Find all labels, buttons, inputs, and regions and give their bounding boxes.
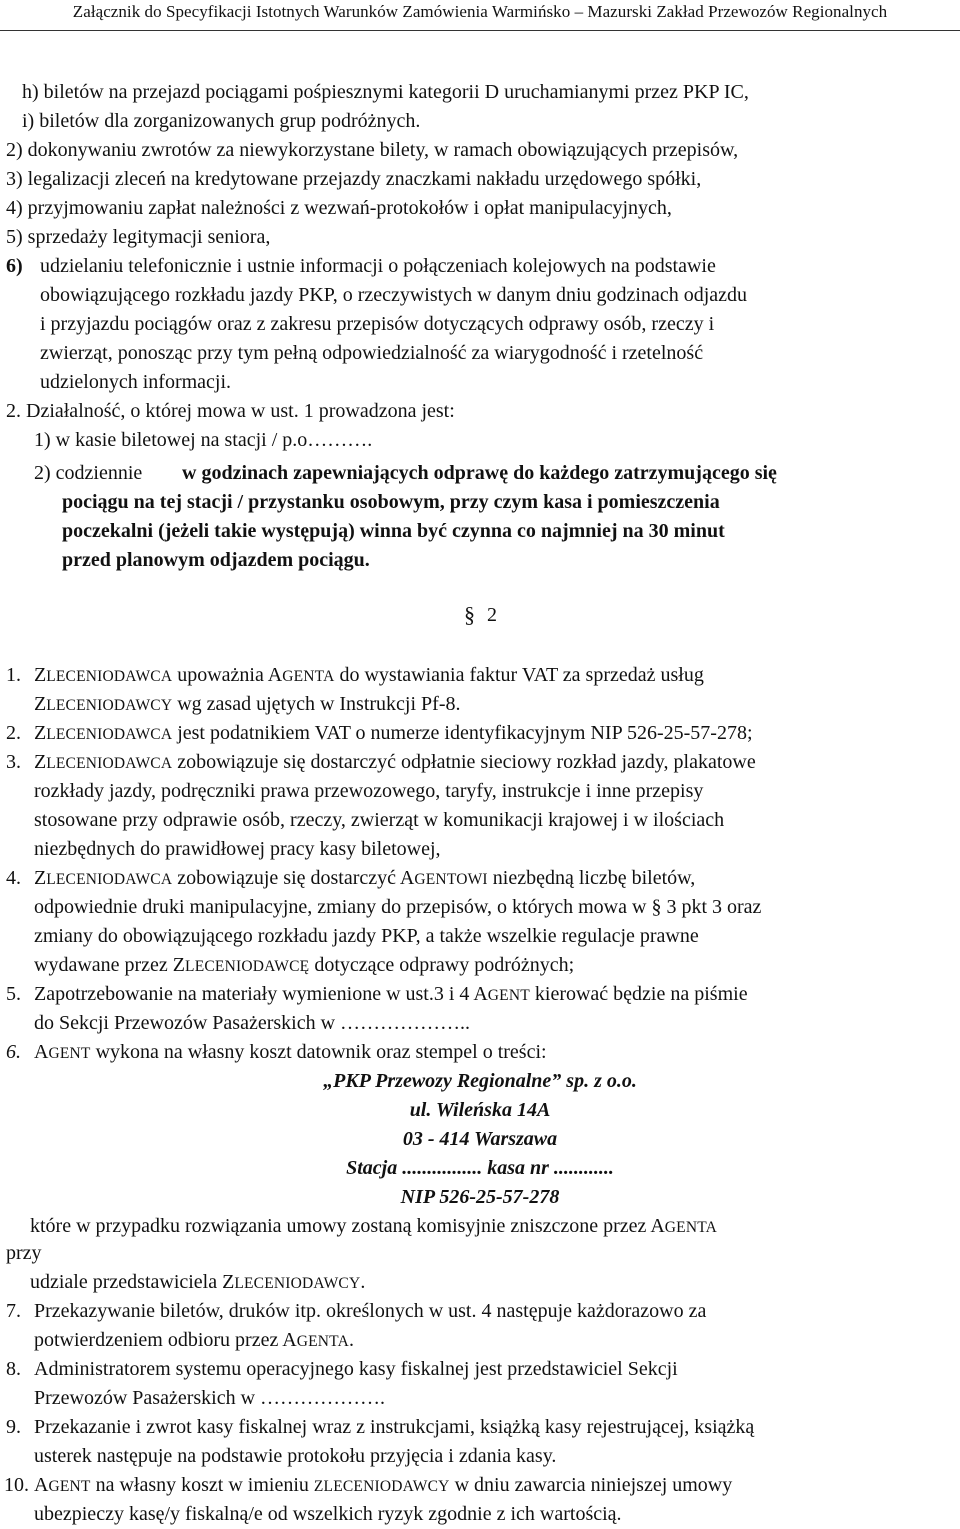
paragraph-2-item-2-line-3: poczekalni (jeżeli takie występują) winna być czynna co najmniej na 30 minut (62, 520, 725, 542)
list-item-6-number: 6) (6, 255, 23, 277)
item-4-line-2: odpowiednie druki manipulacyjne, zmiany do przepisów, o których mowa w § 3 pkt 3 oraz (34, 896, 762, 918)
after-stamp-line-1: które w przypadku rozwiązania umowy zostaną komisyjnie zniszczone przez AGENTA (30, 1215, 718, 1237)
item-2-line-1: ZLECENIODAWCA jest podatnikiem VAT o numerze identyfikacyjnym NIP 526-25-57-278; (34, 722, 753, 744)
item-5-line-2: do Sekcji Przewozów Pasażerskich w ……………….. (34, 1012, 471, 1034)
item-3-number: 3. (6, 751, 21, 773)
after-stamp-line-2: przy (6, 1242, 42, 1264)
paragraph-2-item-2-line-4: przed planowym odjazdem pociągu. (62, 549, 370, 571)
item-5-number: 5. (6, 983, 21, 1005)
stamp-line-city: 03 - 414 Warszawa (402, 1128, 558, 1150)
item-4-line-1: ZLECENIODAWCA zobowiązuje się dostarczyć AGENTOWI niezbędną liczbę biletów, (34, 867, 696, 889)
item-9-line-2: usterek następuje na podstawie protokołu przyjęcia i zdania kasy. (34, 1445, 557, 1467)
list-item-2: 2) dokonywaniu zwrotów za niewykorzystane bilety, w ramach obowiązujących przepisów, (6, 139, 739, 161)
list-item-6-line-3: i przyjazdu pociągów oraz z zakresu przepisów dotyczących odprawy osób, rzeczy i (40, 313, 715, 335)
stamp-line-station: Stacja ................ kasa nr ............ (346, 1157, 614, 1179)
section-heading: § 2 (464, 602, 497, 627)
paragraph-2-item-2-number: 2) codziennie (34, 462, 143, 484)
item-8-line-1: Administratorem systemu operacyjnego kasy fiskalnej jest przedstawiciel Sekcji (34, 1358, 678, 1380)
item-1-line-2: ZLECENIODAWCY wg zasad ujętych w Instrukcji Pf-8. (34, 693, 461, 715)
item-4-number: 4. (6, 867, 21, 889)
item-6-line-1: AGENT wykona na własny koszt datownik oraz stempel o treści: (34, 1041, 547, 1063)
list-item-3: 3) legalizacji zleceń na kredytowane przejazdy znaczkami nakładu urzędowego spółki, (6, 168, 702, 190)
list-item-5: 5) sprzedaży legitymacji seniora, (6, 226, 271, 248)
paragraph-2-heading: 2. Działalność, o której mowa w ust. 1 prowadzona jest: (6, 400, 455, 422)
item-6-number: 6. (6, 1041, 21, 1063)
item-2-number: 2. (6, 722, 21, 744)
paragraph-2-item-1: 1) w kasie biletowej na stacji / p.o………. (34, 429, 373, 451)
list-item-6-line-2: obowiązującego rozkładu jazdy PKP, o rzeczywistych w danym dniu godzinach odjazdu (40, 284, 748, 306)
item-5-line-1: Zapotrzebowanie na materiały wymienione w ust.3 i 4 AGENT kierować będzie na piśmie (34, 983, 748, 1005)
item-3-line-2: rozkłady jazdy, podręczniki prawa przewozowego, taryfy, instrukcje i inne przepisy (34, 780, 704, 802)
item-1-number: 1. (6, 664, 21, 686)
item-1-line-1: ZLECENIODAWCA upoważnia AGENTA do wystawiania faktur VAT za sprzedaż usług (34, 664, 704, 686)
item-9-number: 9. (6, 1416, 21, 1438)
list-item-6-line-4: zwierząt, ponosząc przy tym pełną odpowiedzialność za wiarygodność i rzetelność (40, 342, 704, 364)
item-3-line-1: ZLECENIODAWCA zobowiązuje się dostarczyć odpłatnie sieciowy rozkład jazdy, plakatowe (34, 751, 756, 773)
list-item-h: h) biletów na przejazd pociągami pośpiesznymi kategorii D uruchamianymi przez PKP IC, (22, 81, 749, 103)
list-item-i: i) biletów dla zorganizowanych grup podróżnych. (22, 110, 421, 132)
item-8-number: 8. (6, 1358, 21, 1380)
page-header: Załącznik do Specyfikacji Istotnych Warunków Zamówienia Warmińsko – Mazurski Zakład Przewozów Regionalnych (0, 0, 960, 31)
item-9-line-1: Przekazanie i zwrot kasy fiskalnej wraz z instrukcjami, książką kasy rejestrującej, książką (34, 1416, 755, 1438)
item-7-number: 7. (6, 1300, 21, 1322)
stamp-line-nip: NIP 526-25-57-278 (400, 1186, 560, 1208)
list-item-6-line-1: udzielaniu telefonicznie i ustnie informacji o połączeniach kolejowych na podstawie (40, 255, 716, 277)
item-4-line-3: zmiany do obowiązującego rozkładu jazdy PKP, a także wszelkie regulacje prawne (34, 925, 699, 947)
stamp-line-company: „PKP Przewozy Regionalne” sp. z o.o. (323, 1070, 637, 1092)
item-10-number: 10. (4, 1474, 29, 1496)
item-3-line-4: niezbędnych do prawidłowej pracy kasy biletowej, (34, 838, 441, 860)
list-item-4: 4) przyjmowaniu zapłat należności z wezwań-protokołów i opłat manipulacyjnych, (6, 197, 672, 219)
item-7-line-1: Przekazywanie biletów, druków itp. określonych w ust. 4 następuje każdorazowo za (34, 1300, 707, 1322)
item-4-line-4: wydawane przez ZLECENIODAWCĘ dotyczące odprawy podróżnych; (34, 954, 575, 976)
stamp-line-street: ul. Wileńska 14A (409, 1099, 551, 1121)
paragraph-2-item-2-line-1: w godzinach zapewniających odprawę do każdego zatrzymującego się (182, 462, 777, 484)
item-10-line-2: ubezpieczy kasę/y fiskalną/e od wszelkich ryzyk zgodnie z ich wartością. (34, 1503, 622, 1525)
paragraph-2-item-2-line-2: pociągu na tej stacji / przystanku osobowym, przy czym kasa i pomieszczenia (62, 491, 720, 513)
list-item-6-line-5: udzielonych informacji. (40, 371, 232, 393)
after-stamp-line-3: udziale przedstawiciela ZLECENIODAWCY. (30, 1271, 366, 1293)
item-10-line-1: AGENT na własny koszt w imieniu ZLECENIODAWCY w dniu zawarcia niniejszej umowy (34, 1474, 733, 1496)
item-3-line-3: stosowane przy odprawie osób, rzeczy, zwierząt w komunikacji krajowej i w ilościach (34, 809, 725, 831)
item-7-line-2: potwierdzeniem odbioru przez AGENTA. (34, 1329, 354, 1351)
item-8-line-2: Przewozów Pasażerskich w ………………. (34, 1387, 386, 1409)
section-sign-icon: § (464, 602, 475, 627)
